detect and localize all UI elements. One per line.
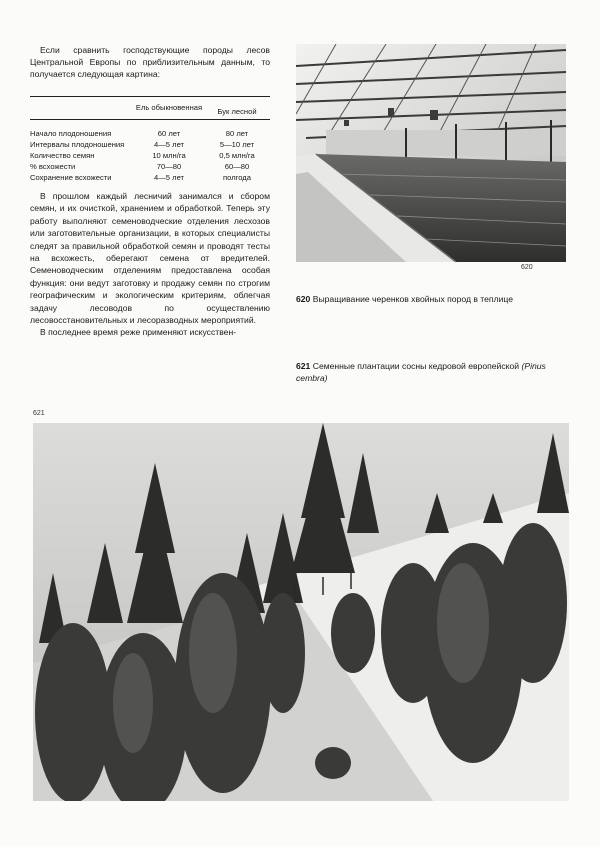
caption-620 xyxy=(296,294,566,306)
greenhouse-photo xyxy=(296,44,566,262)
pine-plantation-photo xyxy=(33,423,569,801)
table-cell: 70—80 xyxy=(156,162,182,171)
table-cell: Сохранение всхожести xyxy=(30,173,112,182)
table-cell: Интервалы плодоношения xyxy=(30,140,125,149)
intro-paragraph: Если сравнить господствующие породы лесов Центральной Европы по приблизительным данным, то получается следующая картина: xyxy=(30,45,270,79)
table-row xyxy=(30,150,270,161)
table-cell: 4—5 лет xyxy=(153,173,185,182)
table-cell: 5—10 лет xyxy=(219,140,255,149)
body-paragraph: В прошлом каждый лесничий занимался и сбором семян, и их очисткой, хранением и обработкой. Теперь эту работу выполняют семеноводческие отделения лесхозов или заготовительные организации, в которых специалисты следят за правильной обработкой семян и проводят тесты на всхожесть, оберегают семена от вредителей. Семеноводческим отделениям предоставлена особая функция: они ведут заготовку и продажу семян по строгим географическим и экологическим критериям, облегчая задачу лесоводов по осуществлению лесовосстановительных и лесоразводных мероприятий. xyxy=(30,191,270,326)
table-row xyxy=(30,172,270,183)
table-header-beech: Бук лесной xyxy=(217,107,257,116)
figure-number-621: 621 xyxy=(33,410,45,417)
table-cell: полгода xyxy=(223,173,251,182)
table-header-cell xyxy=(30,103,134,117)
table-cell: Количество семян xyxy=(30,151,95,160)
figure-number-620: 620 xyxy=(521,264,533,271)
table-header-row xyxy=(30,97,270,117)
comparison-table xyxy=(30,96,270,183)
body-text xyxy=(30,190,270,339)
caption-latin-name: (Pinus cembra) xyxy=(296,361,546,383)
caption-text: Семенные плантации сосны кедровой европейской xyxy=(312,361,520,371)
table-header-spruce: Ель обыкновенная xyxy=(135,103,203,112)
caption-number: 621 xyxy=(296,361,311,371)
table-row xyxy=(30,161,270,172)
table-cell: 0,5 млн/га xyxy=(219,151,255,160)
caption-text: Выращивание черенков хвойных пород в теплице xyxy=(312,294,513,304)
table-row xyxy=(30,128,270,139)
table-cell: 60 лет xyxy=(157,129,181,138)
caption-number: 620 xyxy=(296,294,311,304)
table-row xyxy=(30,139,270,150)
table-cell: 60—80 xyxy=(224,162,250,171)
table-cell: 80 лет xyxy=(225,129,249,138)
table-cell: 4—5 лет xyxy=(153,140,185,149)
table-cell: 10 млн/га xyxy=(152,151,186,160)
caption-621 xyxy=(296,361,566,384)
table-cell: Начало плодоношения xyxy=(30,129,112,138)
body-paragraph: В последнее время реже применяют искусствен- xyxy=(40,327,237,338)
table-cell: % всхожести xyxy=(30,162,76,171)
